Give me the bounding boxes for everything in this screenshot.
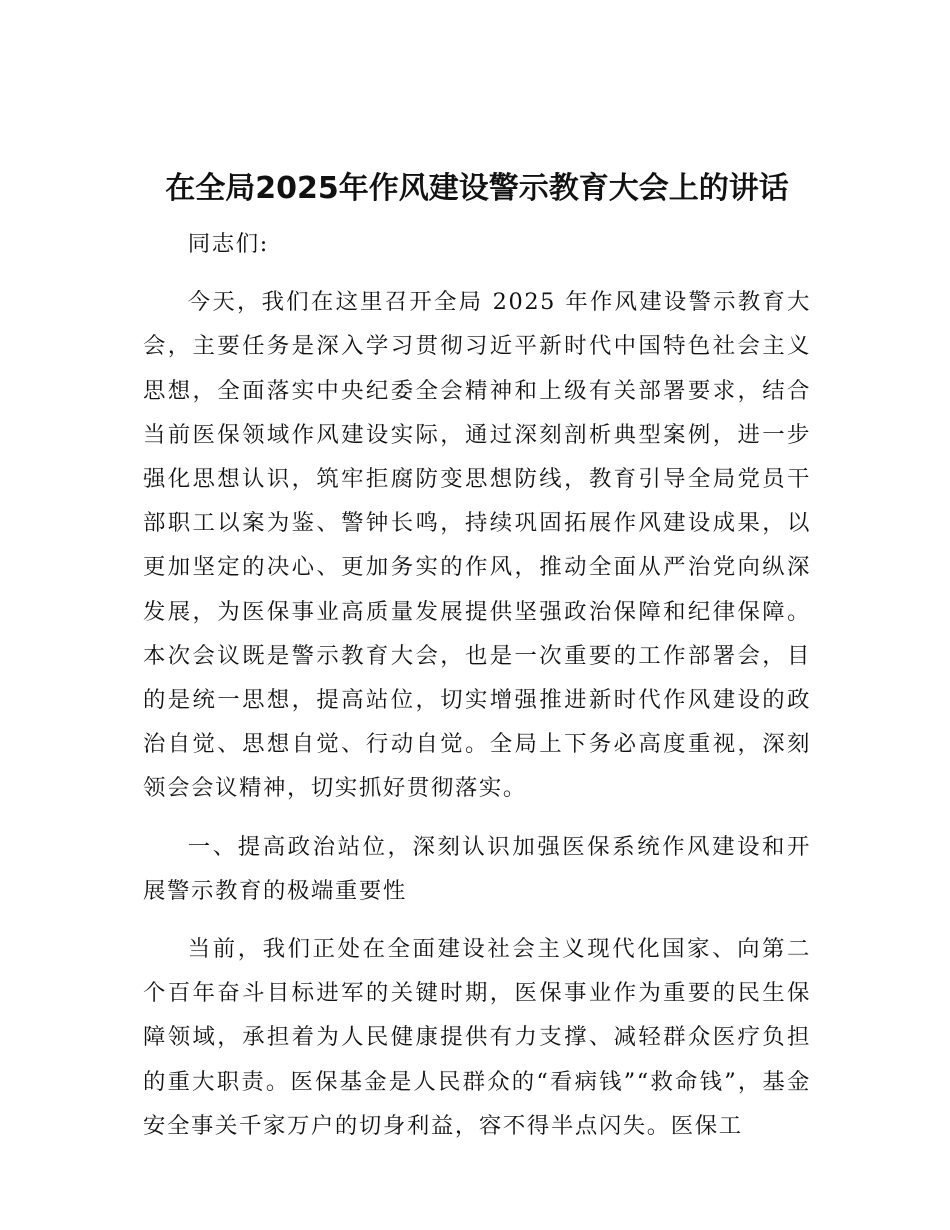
section-heading-1: 一、提高政治站位，深刻认识加强医保系统作风建设和开展警示教育的极端重要性 bbox=[143, 833, 811, 904]
document-body bbox=[143, 222, 811, 1148]
document-title: 在全局2025年作风建设警示教育大会上的讲话 bbox=[165, 171, 789, 206]
greeting: 同志们: bbox=[187, 231, 269, 257]
paragraph-intro: 今天，我们在这里召开全局 2025 年作风建设警示教育大会，主要任务是深入学习贯彻习近平新时代中国特色社会主义思想，全面落实中央纪委全会精神和上级有关部署要求，结合当前医保领域作风建设实际，通过深刻剖析典型案例，进一步强化思想认识，筑牢拒腐防变思想防线，教育引导全局党员干部职工以案为鉴、警钟长鸣，持续巩固拓展作风建设成果，以更加坚定的决心、更加务实的作风，推动全面从严治党向纵深发展，为医保事业高质量发展提供坚强政治保障和纪律保障。本次会议既是警示教育大会，也是一次重要的工作部署会，目的是统一思想，提高站位，切实增强推进新时代作风建设的政治自觉、思想自觉、行动自觉。全局上下务必高度重视，深刻领会会议精神，切实抓好贯彻落实。 bbox=[143, 289, 811, 802]
paragraph-section-1: 当前，我们正处在全面建设社会主义现代化国家、向第二个百年奋斗目标进军的关键时期，医保事业作为重要的民生保障领域，承担着为人民健康提供有力支撑、减轻群众医疗负担的重大职责。医保基金是人民群众的“看病钱”“救命钱”，基金安全事关千家万户的切身利益，容不得半点闪失。医保工 bbox=[143, 936, 811, 1139]
